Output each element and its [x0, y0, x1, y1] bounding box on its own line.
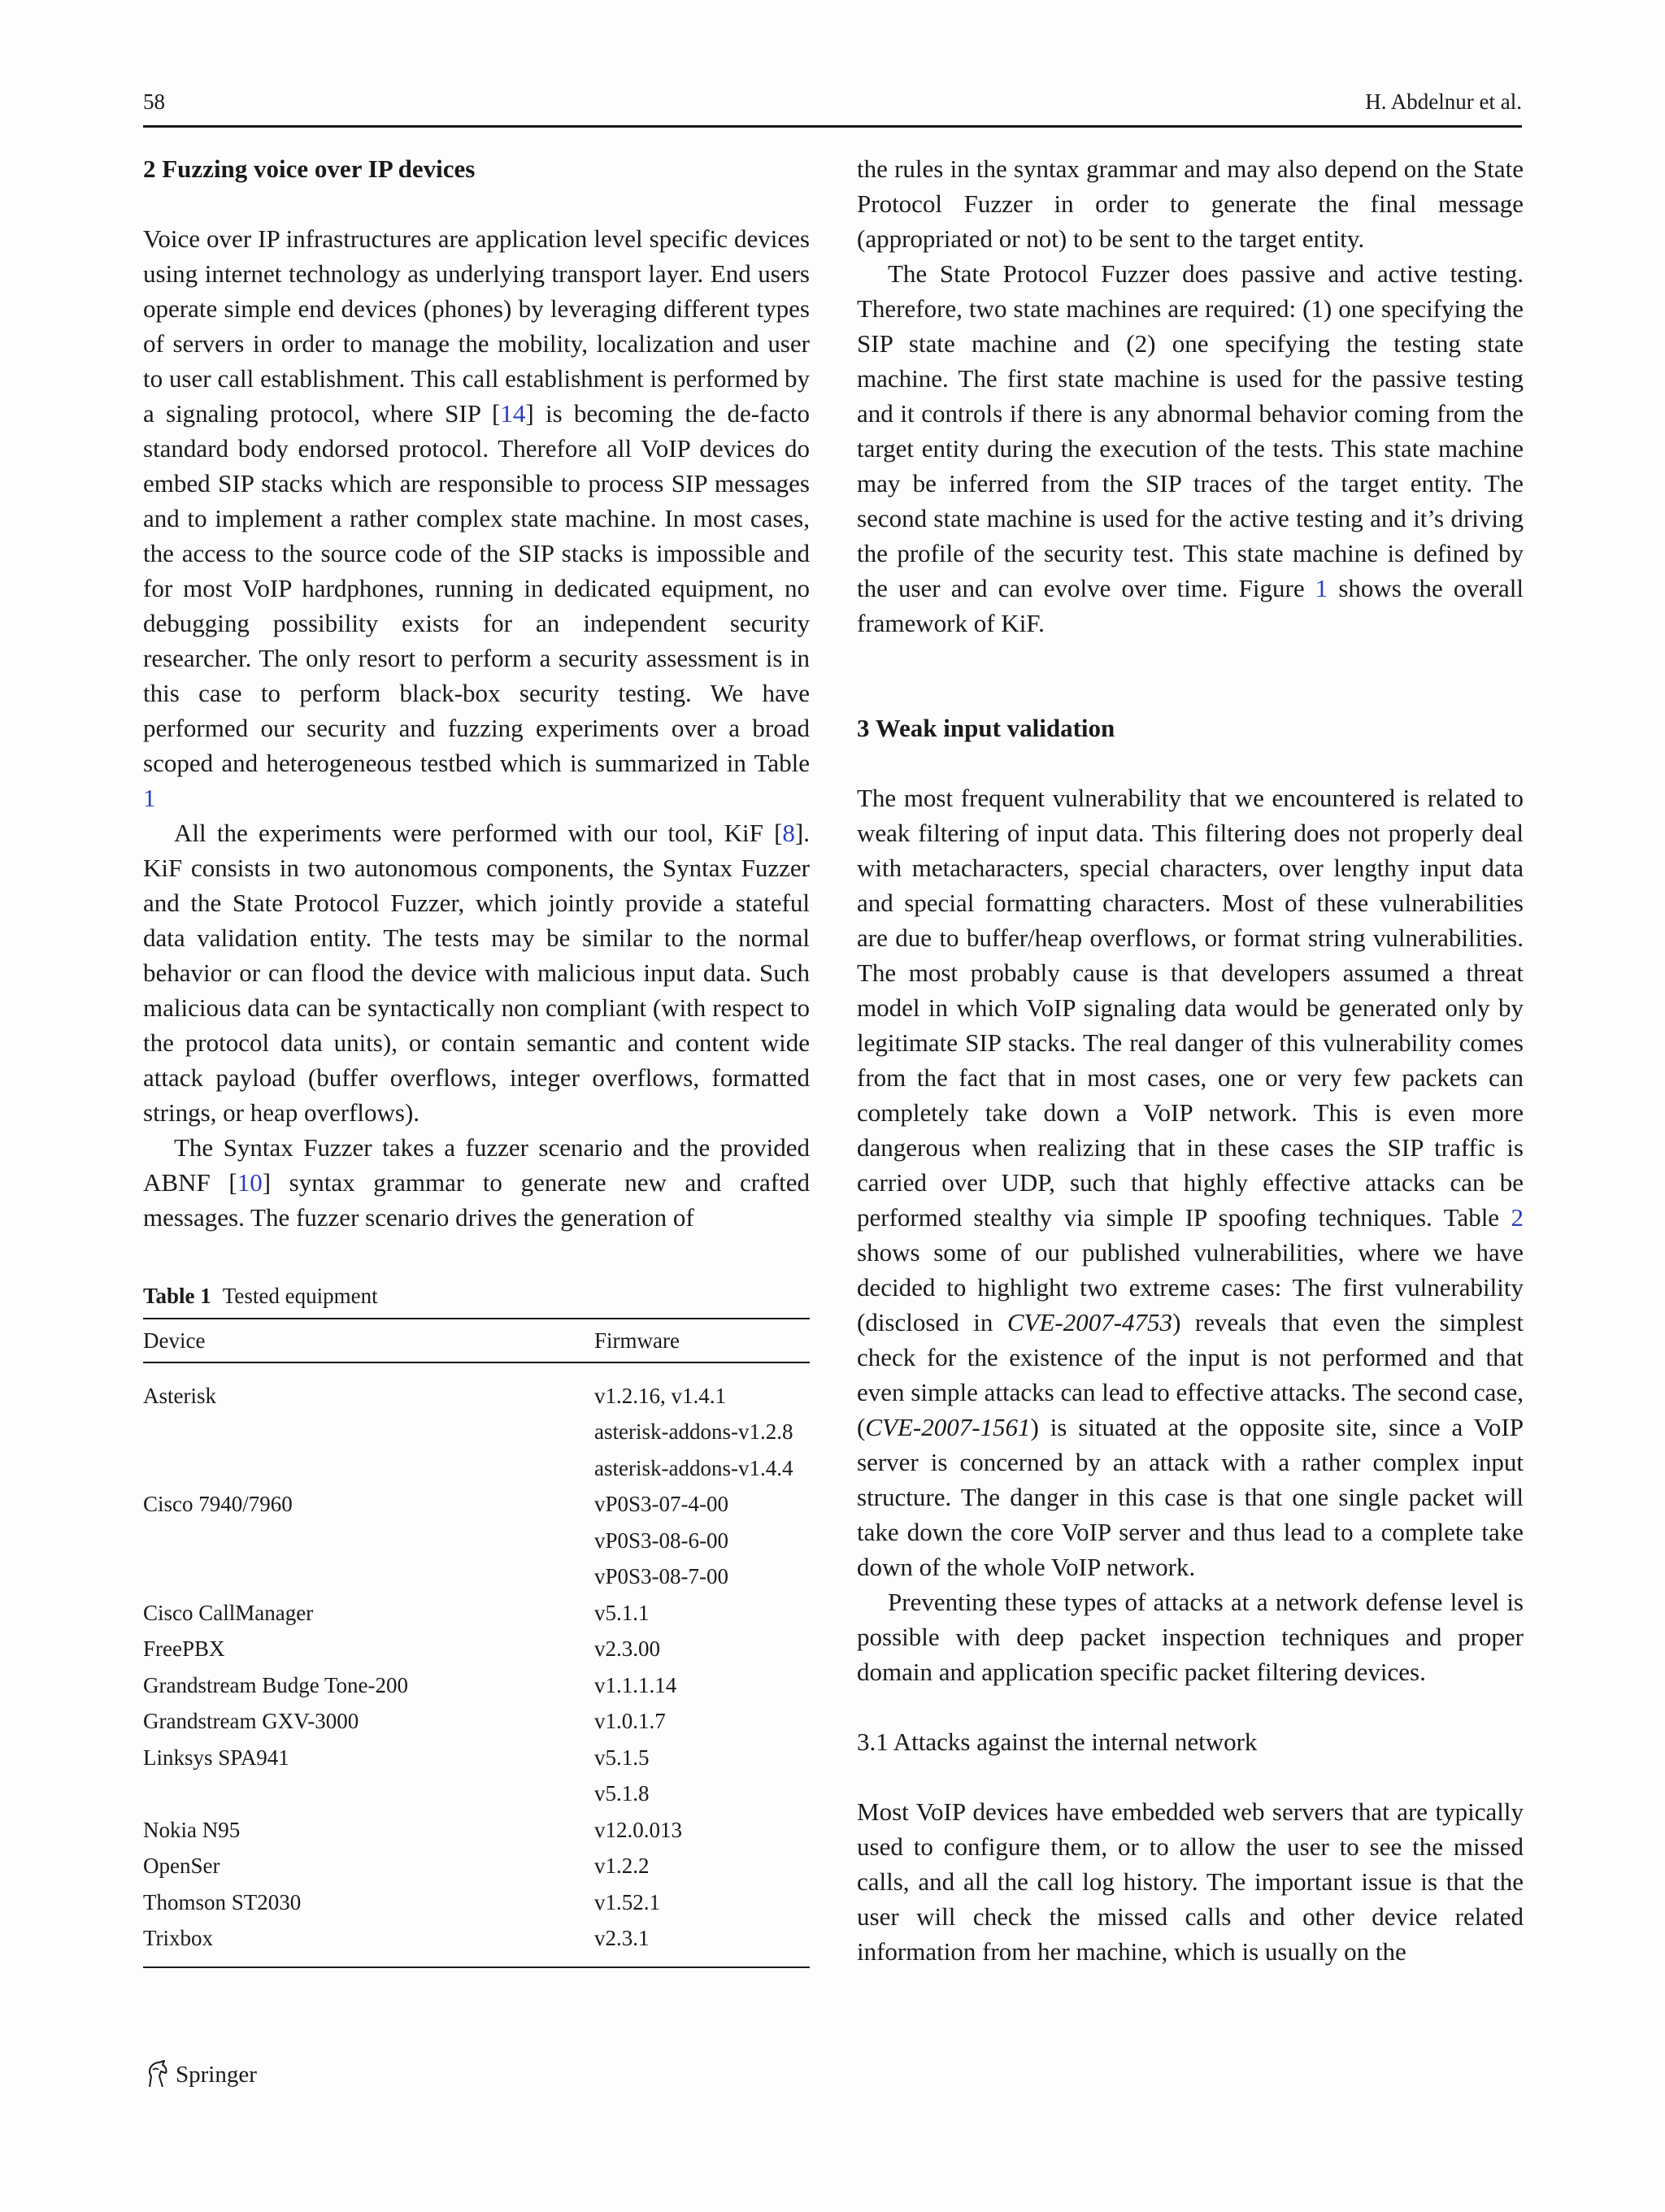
- device-cell: [143, 1415, 594, 1451]
- section-3-paragraph-1: The most frequent vulnerability that we encountered is related to weak filtering of input data. This filtering does not properly deal with metacharacters, special characters, over lengthy input data and special formatting characters. Most of these vulnerabilities are due to buffer/heap overflows, or format string vulnerabilities. The most probably cause is that developers assumed a threat model in which VoIP signaling data would be generated only by legitimate SIP stacks. The real danger of this vulnerability comes from the fact that in most cases, one or very few packets can completely take down a VoIP network. This is even more dangerous when realizing that in these cases the SIP traffic is carried over UDP, such that highly effective attacks can be performed stealthy via simple IP spoofing techniques. Table 2 shows some of our published vulnerabilities, where we have decided to highlight two extreme cases: The first vulnerability (disclosed in CVE-2007-4753) reveals that even the simplest check for the existence of the input is not performed and that even simple attacks can lead to effective attacks. The second case, (CVE-2007-1561) is situated at the opposite site, since a VoIP server is concerned by an attack with a rather complex input structure. The danger in this case is that one single packet will take down the core VoIP server and thus lead to a complete take down of the whole VoIP network.: [857, 784, 1524, 1581]
- device-cell: Trixbox: [143, 1921, 594, 1968]
- table-row: [143, 1849, 810, 1885]
- firmware-cell: v5.1.8: [594, 1781, 650, 1806]
- table-row: [143, 1667, 810, 1704]
- firmware-cell: vP0S3-08-6-00: [594, 1528, 729, 1553]
- table-row: [143, 1740, 810, 1776]
- device-cell: [143, 1776, 594, 1813]
- section-2-paragraph-5: The State Protocol Fuzzer does passive and active testing. Therefore, two state machines are required: (1) one specifying the SIP state machine and (2) one specifying the testing state machine. The first state machine is used for the passive testing and it controls if there is any abnormal behavior coming from the target entity during the execution of the tests. This state machine may be inferred from the SIP traces of the target entity. The second state machine is used for the active testing and it’s driving the profile of the security test. This state machine is defined by the user and can evolve over time. Figure 1 shows the overall framework of KiF.: [857, 259, 1524, 637]
- device-cell: Nokia N95: [143, 1817, 241, 1842]
- firmware-cell: vP0S3-07-4-00: [594, 1492, 729, 1517]
- firmware-cell: v1.1.1.14: [594, 1672, 677, 1697]
- running-header: [143, 88, 1522, 128]
- cve-2007-1561: CVE-2007-1561: [865, 1413, 1031, 1441]
- cve-2007-4753: CVE-2007-4753: [1006, 1308, 1173, 1336]
- table-row: [143, 1523, 810, 1559]
- table-row: [143, 1921, 810, 1968]
- left-column: [143, 151, 810, 1968]
- table-row: [143, 1632, 810, 1668]
- tested-equipment-table: [143, 1318, 810, 1968]
- section-2-paragraph-2: All the experiments were performed with our tool, KiF [8]. KiF consists in two autonomous components, the Syntax Fuzzer and the State Protocol Fuzzer, which jointly provide a stateful data validation entity. The tests may be similar to the normal behavior or can flood the device with malicious input data. Such malicious data can be syntactically non compliant (with respect to the protocol data units), or contain semantic and content wide attack payload (buffer overflows, integer overflows, formatted strings, or heap overflows).: [143, 819, 810, 1127]
- running-authors: H. Abdelnur et al.: [1365, 89, 1522, 114]
- table-row: [143, 1595, 810, 1632]
- right-column: [857, 151, 1524, 1969]
- firmware-cell: v1.52.1: [594, 1889, 660, 1914]
- device-cell: Thomson ST2030: [143, 1889, 302, 1914]
- firmware-cell: v1.2.2: [594, 1853, 650, 1879]
- firmware-cell: v1.2.16, v1.4.1: [594, 1383, 726, 1408]
- device-cell: OpenSer: [143, 1853, 220, 1879]
- table-1-caption: Table 1 Tested equipment: [143, 1284, 378, 1308]
- section-3-paragraph-2: Preventing these types of attacks at a network defense level is possible with deep packet inspection techniques and proper domain and application specific packet filtering devices.: [857, 1588, 1524, 1686]
- table-row: [143, 1559, 810, 1596]
- device-cell: FreePBX: [143, 1636, 225, 1662]
- publisher-name: Springer: [176, 2061, 257, 2088]
- firmware-cell: v5.1.1: [594, 1600, 650, 1625]
- table-1-link[interactable]: 1: [143, 784, 156, 812]
- device-cell: Asterisk: [143, 1383, 216, 1408]
- device-cell: Cisco 7940/7960: [143, 1492, 293, 1517]
- springer-horse-icon: [143, 2060, 171, 2089]
- section-2-heading: 2 Fuzzing voice over IP devices: [143, 154, 476, 183]
- firmware-cell: v2.3.00: [594, 1636, 660, 1662]
- table-row: [143, 1812, 810, 1849]
- firmware-cell: vP0S3-08-7-00: [594, 1564, 729, 1589]
- citation-link-10[interactable]: 10: [237, 1168, 263, 1197]
- citation-link-14[interactable]: 14: [500, 399, 526, 428]
- table-row: [143, 1487, 810, 1523]
- section-2-paragraph-3: The Syntax Fuzzer takes a fuzzer scenario and the provided ABNF [10] syntax grammar to generate new and crafted messages. The fuzzer scenario drives the generation of: [143, 1133, 811, 1232]
- table-row: [143, 1450, 810, 1487]
- section-3-heading: 3 Weak input validation: [857, 714, 1115, 742]
- table-row: [143, 1704, 810, 1740]
- firmware-cell: v5.1.5: [594, 1745, 650, 1770]
- table-row: [143, 1362, 810, 1415]
- firmware-cell: v1.0.1.7: [594, 1709, 666, 1734]
- subsection-3-1-heading: 3.1 Attacks against the internal network: [857, 1727, 1258, 1756]
- citation-link-8[interactable]: 8: [782, 819, 795, 847]
- device-cell: Linksys SPA941: [143, 1745, 289, 1770]
- section-2-paragraph-4: the rules in the syntax grammar and may also depend on the State Protocol Fuzzer in order to generate the final message (appropriated or not) to be sent to the target entity.: [857, 154, 1524, 253]
- figure-1-link[interactable]: 1: [1315, 574, 1328, 602]
- device-cell: [143, 1450, 594, 1487]
- table-row: [143, 1415, 810, 1451]
- publisher-footer: [143, 2060, 257, 2089]
- page-number: 58: [143, 89, 165, 114]
- table-header-row: [143, 1319, 810, 1362]
- firmware-cell: asterisk-addons-v1.2.8: [594, 1419, 793, 1445]
- device-cell: Grandstream Budge Tone-200: [143, 1672, 409, 1697]
- section-2-paragraph-1: Voice over IP infrastructures are application level specific devices using internet technology as underlying transport layer. End users operate simple end devices (phones) by leveraging different types of servers in order to manage the mobility, localization and user to user call establishment. This call establishment is performed by a signaling protocol, where SIP [14] is becoming the de-facto standard body endorsed protocol. Therefore all VoIP devices do embed SIP stacks which are responsible to process SIP messages and to implement a rather complex state machine. In most cases, the access to the source code of the SIP stacks is impossible and for most VoIP hardphones, running in dedicated equipment, no debugging possibility exists for an independent security researcher. The only resort to perform a security assessment is in this case to perform black-box security testing. We have performed our security and fuzzing experiments over a broad scoped and heterogeneous testbed which is summarized in Table 1: [143, 224, 811, 812]
- firmware-cell: asterisk-addons-v1.4.4: [594, 1455, 793, 1480]
- firmware-cell: v12.0.013: [594, 1817, 682, 1842]
- table-2-link[interactable]: 2: [1511, 1203, 1524, 1232]
- firmware-cell: v2.3.1: [594, 1921, 810, 1968]
- device-cell: Cisco CallManager: [143, 1600, 314, 1625]
- device-cell: [143, 1523, 594, 1559]
- device-cell: [143, 1559, 594, 1596]
- table-row: [143, 1776, 810, 1813]
- column-header-device: Device: [143, 1319, 594, 1362]
- device-cell: Grandstream GXV-3000: [143, 1709, 359, 1734]
- section-3-1-paragraph-1: Most VoIP devices have embedded web servers that are typically used to configure them, or to allow the user to see the missed calls, and all the call log history. The important issue is that the user will check the missed calls and other device related information from her machine, which is usually on the: [857, 1797, 1524, 1966]
- table-row: [143, 1884, 810, 1921]
- column-header-firmware: Firmware: [594, 1319, 810, 1362]
